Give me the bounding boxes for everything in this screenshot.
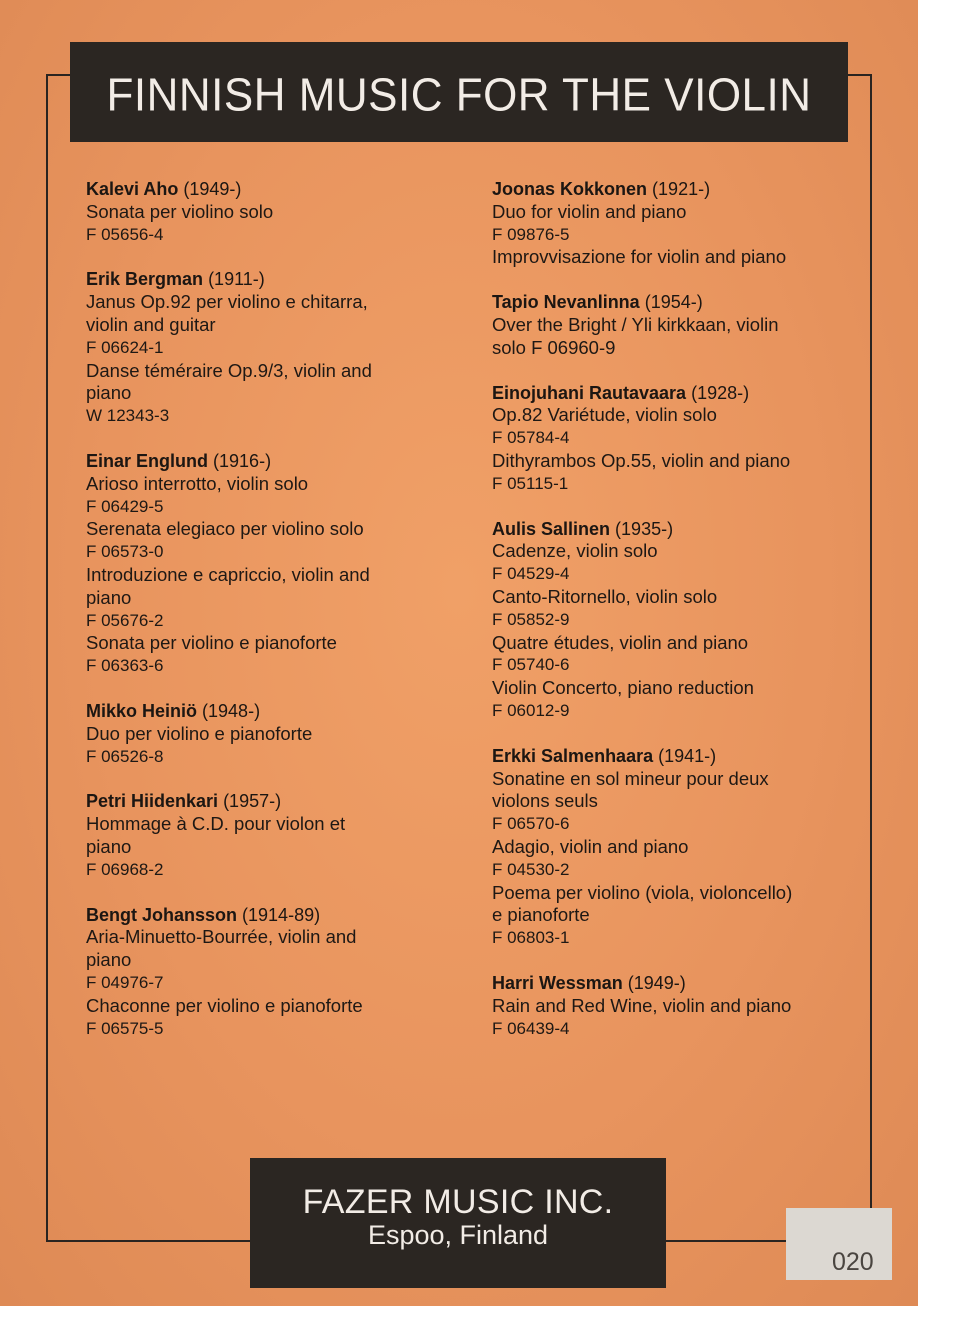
work-title: Duo for violin and piano xyxy=(492,200,687,222)
work-title: Rain and Red Wine, violin and piano xyxy=(492,994,792,1016)
composer-entry xyxy=(492,178,852,269)
work-title: Chaconne per violino e pianoforte xyxy=(86,994,363,1016)
catalog-number: F 04976-7 xyxy=(86,972,164,992)
composer-name: Joonas Kokkonen xyxy=(492,179,648,199)
composer-heading xyxy=(86,450,446,473)
work-title: Danse téméraire Op.9/3, violin and xyxy=(86,359,372,381)
composer-name: Tapio Nevanlinna xyxy=(492,292,640,313)
composer-name: Einojuhani Rautavaara xyxy=(492,382,687,403)
work-title: piano xyxy=(86,835,132,857)
composer-heading xyxy=(492,382,852,405)
composer-years: (1935-) xyxy=(615,518,674,539)
work-title: Cadenze, violin solo xyxy=(492,540,658,562)
composer-entry xyxy=(492,745,852,950)
work-title: Sonata per violino e pianoforte xyxy=(86,632,337,654)
work-title: Aria-Minuetto-Bourrée, violin and xyxy=(86,926,357,948)
composer-heading xyxy=(492,518,852,541)
composer-name: Petri Hiidenkari xyxy=(86,791,219,812)
work-title: violin and guitar xyxy=(86,313,216,335)
composer-years: (1928-) xyxy=(691,382,750,403)
composer-heading xyxy=(492,972,852,995)
composer-name: Kalevi Aho xyxy=(86,179,179,199)
work-title: Quatre études, violin and piano xyxy=(492,631,749,653)
work-title: Hommage à C.D. pour violon et xyxy=(86,813,346,835)
catalog-number: F 05852-9 xyxy=(492,609,570,629)
composer-name: Einar Englund xyxy=(86,450,209,471)
composer-years: (1941-) xyxy=(658,745,717,766)
catalog-number: F 05740-6 xyxy=(492,655,570,675)
catalog-number: F 09876-5 xyxy=(492,224,570,244)
work-title: piano xyxy=(86,949,132,971)
catalog-number: F 06363-6 xyxy=(86,656,164,676)
work-title: violons seuls xyxy=(492,790,598,812)
composer-years: (1949-) xyxy=(627,972,686,993)
left-column xyxy=(86,178,446,1062)
work-title: Poema per violino (viola, violoncello) xyxy=(492,881,793,903)
frame-line-left xyxy=(46,74,48,1242)
composer-years: (1948-) xyxy=(202,700,261,721)
composer-heading xyxy=(86,178,446,201)
work-title: Improvvisazione for violin and piano xyxy=(492,246,787,268)
work-title: Duo per violino e pianoforte xyxy=(86,722,313,744)
work-title: Dithyrambos Op.55, violin and piano xyxy=(492,449,791,471)
composer-name: Bengt Johansson xyxy=(86,904,238,925)
work-title: Op.82 Variétude, violin solo xyxy=(492,404,717,426)
work-title: Arioso interrotto, violin solo xyxy=(86,472,309,494)
work-title: e pianoforte xyxy=(492,904,590,926)
work-title: piano xyxy=(86,586,132,608)
composer-entry xyxy=(492,382,852,496)
composer-years: (1914-89) xyxy=(242,904,321,925)
catalog-number: W 12343-3 xyxy=(86,406,170,426)
composer-entry xyxy=(492,518,852,723)
catalog-number: F 06573-0 xyxy=(86,542,164,562)
work-title: Janus Op.92 per violino e chitarra, xyxy=(86,291,368,313)
composer-name: Aulis Sallinen xyxy=(492,518,611,539)
composer-years: (1921-) xyxy=(652,179,711,199)
composer-listing xyxy=(86,178,846,1058)
composer-years: (1957-) xyxy=(223,791,282,812)
catalog-number: F 06439-4 xyxy=(492,1018,570,1038)
publisher-location: Espoo, Finland xyxy=(367,1220,549,1250)
right-column xyxy=(492,178,852,1062)
composer-heading xyxy=(86,904,446,927)
composer-years: (1949-) xyxy=(183,179,242,199)
catalog-number: F 06570-6 xyxy=(492,814,570,834)
composer-heading xyxy=(492,178,852,201)
composer-entry xyxy=(86,268,446,428)
composer-entry xyxy=(86,700,446,768)
catalog-number: F 04529-4 xyxy=(492,564,570,584)
frame-line-right xyxy=(870,74,872,1242)
composer-heading xyxy=(86,700,446,723)
catalog-number: F 06803-1 xyxy=(492,928,570,948)
page-title: FINNISH MUSIC FOR THE VIOLIN xyxy=(106,69,812,122)
work-title: Violin Concerto, piano reduction xyxy=(492,677,754,699)
catalog-number: F 05656-4 xyxy=(86,224,164,244)
composer-name: Erik Bergman xyxy=(86,269,204,290)
composer-entry xyxy=(492,972,852,1040)
composer-entry xyxy=(86,178,446,246)
work-title: Serenata elegiaco per violino solo xyxy=(86,518,364,540)
title-banner xyxy=(70,42,848,142)
catalog-number: F 05784-4 xyxy=(492,428,570,448)
composer-name: Erkki Salmenhaara xyxy=(492,745,654,766)
work-title: Adagio, violin and piano xyxy=(492,835,689,857)
composer-heading xyxy=(492,745,852,768)
work-title: Sonatine en sol mineur pour deux xyxy=(492,767,769,789)
catalog-number: F 04530-2 xyxy=(492,859,570,879)
composer-years: (1911-) xyxy=(208,269,265,290)
work-title: Sonata per violino solo xyxy=(86,200,274,222)
publisher-banner xyxy=(250,1158,666,1288)
composer-name: Harri Wessman xyxy=(492,972,623,993)
catalog-number: F 06968-2 xyxy=(86,859,164,879)
catalog-number: F 06624-1 xyxy=(86,337,164,357)
publisher-name: FAZER MUSIC INC. xyxy=(302,1183,614,1221)
work-title: piano xyxy=(86,382,132,404)
composer-heading xyxy=(86,790,446,813)
work-title: Over the Bright / Yli kirkkaan, violin xyxy=(492,313,779,335)
page-number: 020 xyxy=(832,1248,874,1276)
catalog-number: F 06429-5 xyxy=(86,496,164,516)
catalog-number: F 05676-2 xyxy=(86,610,164,630)
composer-years: (1916-) xyxy=(213,450,272,471)
composer-heading xyxy=(86,268,446,291)
catalog-number: F 06526-8 xyxy=(86,746,164,766)
composer-heading xyxy=(492,291,852,314)
work-title: Introduzione e capriccio, violin and xyxy=(86,563,370,585)
composer-entry xyxy=(492,291,852,359)
catalog-number: F 05115-1 xyxy=(492,473,569,493)
composer-name: Mikko Heiniö xyxy=(86,700,198,721)
work-title: solo F 06960-9 xyxy=(492,336,616,358)
composer-entry xyxy=(86,790,446,881)
composer-years: (1954-) xyxy=(644,292,703,313)
catalog-number: F 06575-5 xyxy=(86,1018,164,1038)
work-title: Canto-Ritornello, violin solo xyxy=(492,585,718,607)
composer-entry xyxy=(86,904,446,1041)
catalog-number: F 06012-9 xyxy=(492,700,570,720)
composer-entry xyxy=(86,450,446,678)
